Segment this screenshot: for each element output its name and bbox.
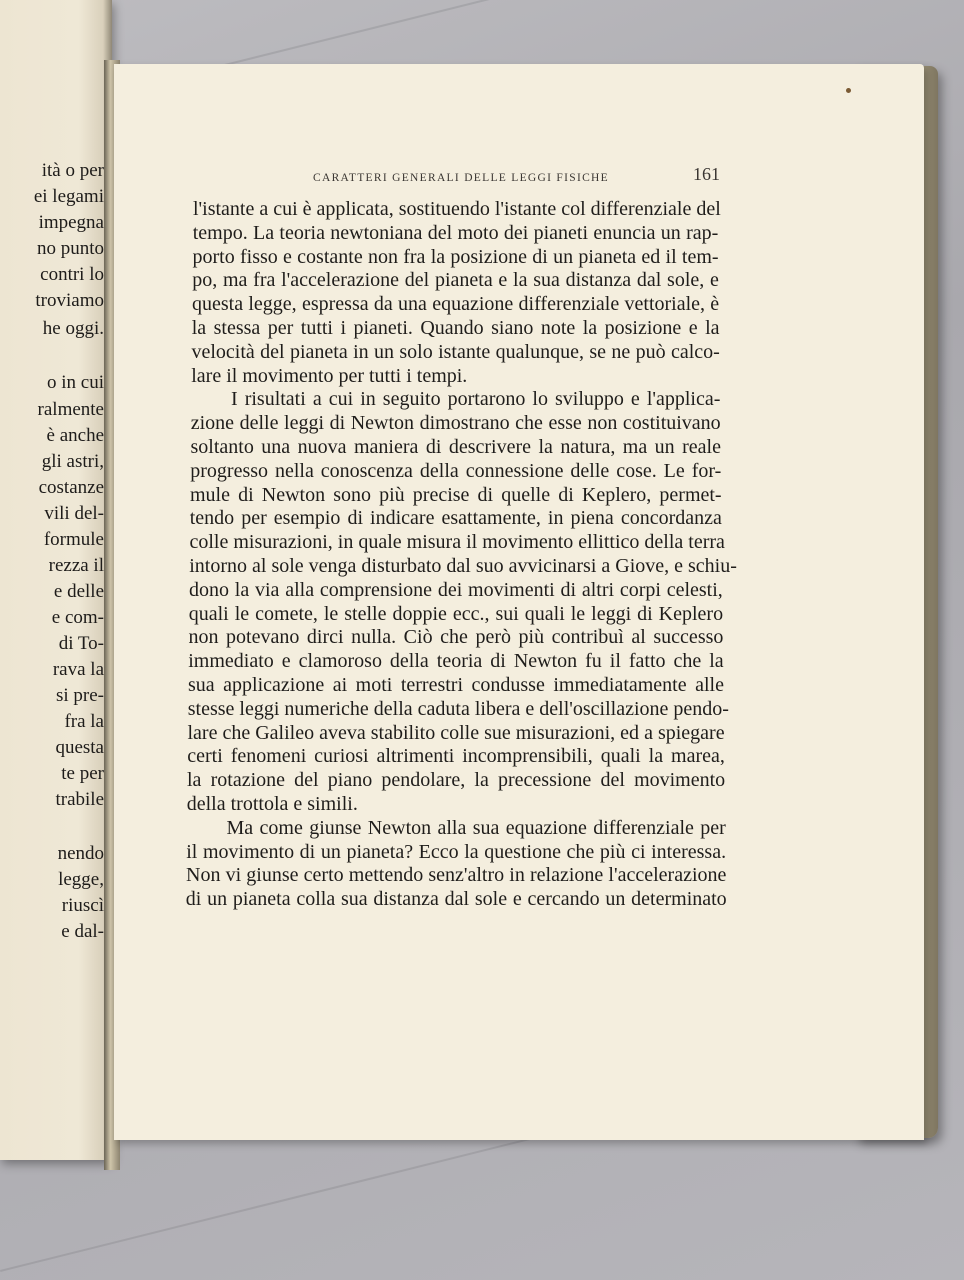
left-text-fragment: gli astri, [41, 451, 104, 472]
text-line: Non vi giunse certo mettendo senz'altro in relazione l'accelerazione [186, 864, 727, 887]
text-line: tendo per esempio di indicare esattamente, in piena concordanza [189, 507, 722, 530]
text-line: lare che Galileo aveva stabilito colle sue misurazioni, ed a spiegare [187, 721, 725, 744]
left-text-fragment: di To- [58, 633, 104, 654]
text-line: sua applicazione ai moti terrestri condusse immediatamente alle [188, 674, 724, 696]
text-line: certi fenomeni curiosi altrimenti incomprensibili, quali la marea, [187, 745, 725, 768]
text-line: la rotazione del piano pendolare, la precessione del movimento [187, 769, 726, 792]
left-text-fragment: fra la [64, 711, 104, 732]
text-line: Ma come giunse Newton alla sua equazione differenziale per [226, 816, 726, 839]
paper-speck [846, 88, 851, 93]
left-text-fragment: legge, [58, 869, 104, 890]
text-line: porto fisso e costante non fra la posizione di un pianeta ed il tem- [192, 245, 719, 268]
left-text-fragment: costanze [38, 477, 104, 498]
text-line: non potevano dirci nulla. Ciò che però più contribuì al successo [188, 626, 724, 649]
text-line: zione delle leggi di Newton dimostrano che esse non costituivano [190, 412, 721, 435]
left-text-fragment: ralmente [37, 399, 104, 420]
text-line: questa legge, espressa da una equazione differenziale vettoriale, è [192, 293, 720, 316]
text-line: tempo. La teoria newtoniana del moto dei pianeti enuncia un rap- [192, 221, 719, 244]
left-text-fragment: contri lo [40, 264, 104, 285]
text-line: mule di Newton sono più precise di quelle di Keplero, permet- [190, 483, 722, 506]
text-line: di un pianeta colla sua distanza dal sole e cercando un determinato [185, 888, 727, 911]
text-line: quali le comete, le stelle doppie ecc., sui quali le leggi di Keplero [188, 602, 724, 625]
page-number: 161 [693, 164, 720, 184]
left-text-fragment: te per [61, 763, 104, 784]
left-text-fragment: riuscì [61, 895, 104, 916]
left-text-fragment: ei legami [33, 186, 104, 207]
text-line: lare il movimento per tutti i tempi. [191, 364, 468, 387]
text-line: po, ma fra l'accelerazione del pianeta e la sua distanza dal sole, e [192, 269, 719, 292]
text-line: progresso nella conoscenza della connessione delle cose. Le for- [190, 459, 722, 482]
running-head: CARATTERI GENERALI DELLE LEGGI FISICHE [313, 172, 609, 184]
left-text-fragment: questa [55, 737, 104, 758]
text-line: stesse leggi numeriche della caduta libera e dell'oscillazione pendo- [187, 697, 729, 720]
left-text-fragment: è anche [46, 425, 104, 446]
text-line: la stessa per tutti i pianeti. Quando siano note la posizione e la [191, 317, 720, 339]
text-line: dono la via alla comprensione dei movimenti di altri corpi celesti, [189, 578, 723, 601]
left-text-fragment: he oggi. [42, 318, 104, 339]
left-page [0, 0, 112, 1160]
left-text-fragment: troviamo [35, 290, 104, 311]
left-text-fragment: vili del- [44, 503, 104, 524]
left-text-fragment: si pre- [55, 685, 104, 706]
left-text-fragment: e dal- [61, 921, 104, 942]
left-text-fragment: o in cui [47, 372, 104, 393]
text-line: immediato e clamoroso della teoria di Newton fu il fatto che la [188, 650, 724, 673]
text-line: soltanto una nuova maniera di descrivere la natura, ma un reale [190, 436, 721, 458]
left-text-fragment: nendo [57, 843, 104, 864]
left-text-fragment: no punto [36, 238, 104, 259]
left-text-fragment: rezza il [48, 555, 104, 576]
left-text-fragment: rava la [52, 659, 104, 680]
text-line: l'istante a cui è applicata, sostituendo l'istante col differenziale del [193, 198, 721, 220]
left-text-fragment: formule [43, 529, 104, 550]
text-line: intorno al sole venga disturbato dal suo avvicinarsi a Giove, e schiu- [189, 555, 737, 577]
text-line: colle misurazioni, in quale misura il movimento ellittico della terra [189, 531, 725, 554]
text-line: della trottola e simili. [186, 793, 358, 815]
left-text-fragment: e delle [53, 581, 104, 602]
left-text-fragment: e com- [51, 607, 104, 628]
left-text-fragment: ità o per [41, 160, 104, 181]
text-line: velocità del pianeta in un solo istante qualunque, se ne può calco- [191, 340, 720, 363]
left-text-fragment: trabile [55, 789, 104, 810]
text-line: il movimento di un pianeta? Ecco la questione che più ci interessa. [186, 840, 727, 863]
left-text-fragment: impegna [38, 212, 104, 233]
text-line: I risultati a cui in seguito portarono lo sviluppo e l'applica- [231, 388, 721, 411]
